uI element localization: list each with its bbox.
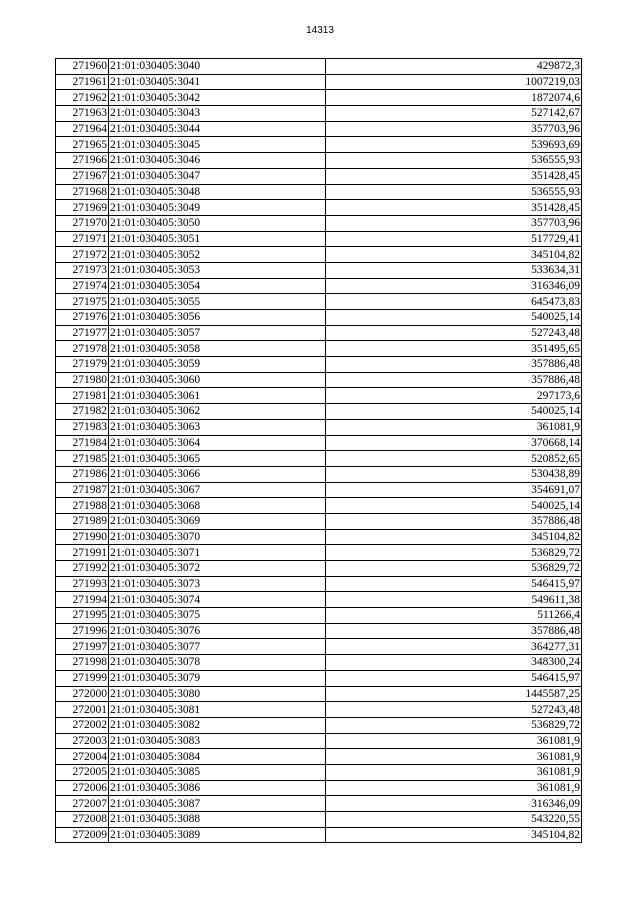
row-number-cell: 272002: [56, 717, 109, 733]
table-row: [56, 184, 582, 200]
cadastral-value-cell: 530438,89: [326, 466, 582, 482]
row-number-cell: 271971: [56, 231, 109, 247]
cadastral-number-cell: 21:01:030405:3061: [109, 388, 326, 404]
cadastral-value-cell: 527243,48: [326, 325, 582, 341]
cadastral-number-cell: 21:01:030405:3052: [109, 247, 326, 263]
cadastral-number-cell: 21:01:030405:3060: [109, 372, 326, 388]
row-number-cell: 271998: [56, 655, 109, 671]
table-row: [56, 278, 582, 294]
table-row: [56, 325, 582, 341]
row-number-cell: 271969: [56, 200, 109, 216]
row-number-cell: 272001: [56, 702, 109, 718]
table-row: [56, 357, 582, 373]
cadastral-value-cell: 517729,41: [326, 231, 582, 247]
table-row: [56, 545, 582, 561]
cadastral-value-cell: 357886,48: [326, 372, 582, 388]
cadastral-value-cell: 536829,72: [326, 545, 582, 561]
cadastral-number-cell: 21:01:030405:3088: [109, 812, 326, 828]
cadastral-value-cell: 361081,9: [326, 749, 582, 765]
row-number-cell: 271964: [56, 121, 109, 137]
table-row: [56, 247, 582, 263]
table-row: [56, 764, 582, 780]
table-row: [56, 592, 582, 608]
row-number-cell: 271975: [56, 294, 109, 310]
table-row: [56, 702, 582, 718]
cadastral-value-cell: 345104,82: [326, 247, 582, 263]
cadastral-value-cell: 1007219,03: [326, 74, 582, 90]
table-row: [56, 639, 582, 655]
table-body: [56, 59, 582, 843]
row-number-cell: 271967: [56, 168, 109, 184]
cadastral-number-cell: 21:01:030405:3074: [109, 592, 326, 608]
table-row: [56, 231, 582, 247]
cadastral-number-cell: 21:01:030405:3054: [109, 278, 326, 294]
table-row: [56, 262, 582, 278]
cadastral-number-cell: 21:01:030405:3043: [109, 106, 326, 122]
cadastral-number-cell: 21:01:030405:3070: [109, 529, 326, 545]
cadastral-value-cell: 357886,48: [326, 623, 582, 639]
table-row: [56, 686, 582, 702]
cadastral-value-cell: 351428,45: [326, 200, 582, 216]
cadastral-number-cell: 21:01:030405:3047: [109, 168, 326, 184]
cadastral-number-cell: 21:01:030405:3044: [109, 121, 326, 137]
cadastral-number-cell: 21:01:030405:3062: [109, 404, 326, 420]
row-number-cell: 271988: [56, 498, 109, 514]
cadastral-value-cell: 1445587,25: [326, 686, 582, 702]
row-number-cell: 271993: [56, 576, 109, 592]
table-row: [56, 153, 582, 169]
cadastral-value-cell: 364277,31: [326, 639, 582, 655]
row-number-cell: 271962: [56, 90, 109, 106]
cadastral-value-cell: 361081,9: [326, 780, 582, 796]
cadastral-number-cell: 21:01:030405:3083: [109, 733, 326, 749]
row-number-cell: 271960: [56, 59, 109, 75]
cadastral-number-cell: 21:01:030405:3066: [109, 466, 326, 482]
table-row: [56, 812, 582, 828]
row-number-cell: 271994: [56, 592, 109, 608]
cadastral-value-cell: 511266,4: [326, 608, 582, 624]
cadastral-value-cell: 540025,14: [326, 404, 582, 420]
cadastral-number-cell: 21:01:030405:3082: [109, 717, 326, 733]
row-number-cell: 271972: [56, 247, 109, 263]
cadastral-value-cell: 351428,45: [326, 168, 582, 184]
table-row: [56, 121, 582, 137]
row-number-cell: 271995: [56, 608, 109, 624]
cadastral-value-cell: 546415,97: [326, 670, 582, 686]
row-number-cell: 271979: [56, 357, 109, 373]
table-row: [56, 388, 582, 404]
cadastral-value-cell: 297173,6: [326, 388, 582, 404]
row-number-cell: 272006: [56, 780, 109, 796]
cadastral-number-cell: 21:01:030405:3045: [109, 137, 326, 153]
table-row: [56, 796, 582, 812]
table-row: [56, 294, 582, 310]
cadastral-number-cell: 21:01:030405:3081: [109, 702, 326, 718]
cadastral-number-cell: 21:01:030405:3086: [109, 780, 326, 796]
row-number-cell: 271977: [56, 325, 109, 341]
cadastral-value-cell: 361081,9: [326, 419, 582, 435]
cadastral-value-cell: 536555,93: [326, 153, 582, 169]
cadastral-number-cell: 21:01:030405:3055: [109, 294, 326, 310]
cadastral-value-cell: 345104,82: [326, 529, 582, 545]
cadastral-value-cell: 370668,14: [326, 435, 582, 451]
table-row: [56, 168, 582, 184]
table-row: [56, 827, 582, 843]
row-number-cell: 271983: [56, 419, 109, 435]
table-row: [56, 90, 582, 106]
cadastral-value-cell: 539693,69: [326, 137, 582, 153]
cadastral-value-cell: 520852,65: [326, 451, 582, 467]
cadastral-number-cell: 21:01:030405:3040: [109, 59, 326, 75]
row-number-cell: 272008: [56, 812, 109, 828]
cadastral-value-cell: 645473,83: [326, 294, 582, 310]
row-number-cell: 272009: [56, 827, 109, 843]
row-number-cell: 271966: [56, 153, 109, 169]
cadastral-value-cell: 357703,96: [326, 121, 582, 137]
row-number-cell: 271980: [56, 372, 109, 388]
table-row: [56, 106, 582, 122]
cadastral-number-cell: 21:01:030405:3068: [109, 498, 326, 514]
row-number-cell: 272000: [56, 686, 109, 702]
cadastral-number-cell: 21:01:030405:3073: [109, 576, 326, 592]
row-number-cell: 272004: [56, 749, 109, 765]
cadastral-value-cell: 354691,07: [326, 482, 582, 498]
cadastral-number-cell: 21:01:030405:3058: [109, 341, 326, 357]
table-row: [56, 341, 582, 357]
cadastral-number-cell: 21:01:030405:3053: [109, 262, 326, 278]
cadastral-value-cell: 345104,82: [326, 827, 582, 843]
table-row: [56, 215, 582, 231]
table-row: [56, 372, 582, 388]
table-row: [56, 780, 582, 796]
table-row: [56, 310, 582, 326]
cadastral-value-cell: 527243,48: [326, 702, 582, 718]
row-number-cell: 271976: [56, 310, 109, 326]
cadastral-number-cell: 21:01:030405:3049: [109, 200, 326, 216]
table-row: [56, 435, 582, 451]
cadastral-value-cell: 540025,14: [326, 310, 582, 326]
table-row: [56, 498, 582, 514]
row-number-cell: 271982: [56, 404, 109, 420]
cadastral-value-table: [55, 58, 582, 843]
table-row: [56, 733, 582, 749]
table-row: [56, 561, 582, 577]
row-number-cell: 271973: [56, 262, 109, 278]
cadastral-value-cell: 348300,24: [326, 655, 582, 671]
table-row: [56, 419, 582, 435]
cadastral-value-cell: 546415,97: [326, 576, 582, 592]
table-row: [56, 655, 582, 671]
cadastral-value-cell: 1872074,6: [326, 90, 582, 106]
cadastral-number-cell: 21:01:030405:3085: [109, 764, 326, 780]
cadastral-value-cell: 316346,09: [326, 796, 582, 812]
row-number-cell: 271963: [56, 106, 109, 122]
cadastral-number-cell: 21:01:030405:3067: [109, 482, 326, 498]
cadastral-number-cell: 21:01:030405:3063: [109, 419, 326, 435]
cadastral-number-cell: 21:01:030405:3048: [109, 184, 326, 200]
cadastral-number-cell: 21:01:030405:3064: [109, 435, 326, 451]
cadastral-number-cell: 21:01:030405:3079: [109, 670, 326, 686]
cadastral-number-cell: 21:01:030405:3080: [109, 686, 326, 702]
cadastral-number-cell: 21:01:030405:3069: [109, 513, 326, 529]
cadastral-value-cell: 543220,55: [326, 812, 582, 828]
cadastral-number-cell: 21:01:030405:3042: [109, 90, 326, 106]
row-number-cell: 272005: [56, 764, 109, 780]
table-row: [56, 59, 582, 75]
cadastral-number-cell: 21:01:030405:3059: [109, 357, 326, 373]
row-number-cell: 271968: [56, 184, 109, 200]
page-number: 14313: [306, 25, 334, 36]
row-number-cell: 271965: [56, 137, 109, 153]
table-row: [56, 608, 582, 624]
table-row: [56, 576, 582, 592]
table-row: [56, 466, 582, 482]
cadastral-number-cell: 21:01:030405:3041: [109, 74, 326, 90]
table-row: [56, 717, 582, 733]
cadastral-value-cell: 536829,72: [326, 561, 582, 577]
cadastral-number-cell: 21:01:030405:3065: [109, 451, 326, 467]
row-number-cell: 271974: [56, 278, 109, 294]
row-number-cell: 271981: [56, 388, 109, 404]
cadastral-number-cell: 21:01:030405:3078: [109, 655, 326, 671]
cadastral-number-cell: 21:01:030405:3046: [109, 153, 326, 169]
cadastral-value-cell: 357886,48: [326, 357, 582, 373]
cadastral-number-cell: 21:01:030405:3084: [109, 749, 326, 765]
cadastral-value-cell: 361081,9: [326, 733, 582, 749]
cadastral-number-cell: 21:01:030405:3050: [109, 215, 326, 231]
row-number-cell: 271985: [56, 451, 109, 467]
row-number-cell: 271986: [56, 466, 109, 482]
row-number-cell: 271989: [56, 513, 109, 529]
row-number-cell: 271987: [56, 482, 109, 498]
cadastral-value-cell: 429872,3: [326, 59, 582, 75]
row-number-cell: 271997: [56, 639, 109, 655]
cadastral-number-cell: 21:01:030405:3071: [109, 545, 326, 561]
cadastral-number-cell: 21:01:030405:3087: [109, 796, 326, 812]
row-number-cell: 272003: [56, 733, 109, 749]
table-row: [56, 749, 582, 765]
cadastral-value-cell: 527142,67: [326, 106, 582, 122]
cadastral-number-cell: 21:01:030405:3057: [109, 325, 326, 341]
table-row: [56, 451, 582, 467]
row-number-cell: 271991: [56, 545, 109, 561]
cadastral-value-cell: 357703,96: [326, 215, 582, 231]
cadastral-value-cell: 549611,38: [326, 592, 582, 608]
table-row: [56, 200, 582, 216]
row-number-cell: 271996: [56, 623, 109, 639]
row-number-cell: 271961: [56, 74, 109, 90]
row-number-cell: 271984: [56, 435, 109, 451]
cadastral-value-cell: 361081,9: [326, 764, 582, 780]
cadastral-number-cell: 21:01:030405:3076: [109, 623, 326, 639]
row-number-cell: 271999: [56, 670, 109, 686]
cadastral-value-cell: 540025,14: [326, 498, 582, 514]
table-row: [56, 404, 582, 420]
table-row: [56, 137, 582, 153]
cadastral-number-cell: 21:01:030405:3089: [109, 827, 326, 843]
cadastral-value-cell: 357886,48: [326, 513, 582, 529]
row-number-cell: 271990: [56, 529, 109, 545]
cadastral-number-cell: 21:01:030405:3051: [109, 231, 326, 247]
row-number-cell: 271992: [56, 561, 109, 577]
table-row: [56, 623, 582, 639]
table-row: [56, 482, 582, 498]
cadastral-value-cell: 533634,31: [326, 262, 582, 278]
table-row: [56, 74, 582, 90]
cadastral-value-cell: 316346,09: [326, 278, 582, 294]
cadastral-number-cell: 21:01:030405:3075: [109, 608, 326, 624]
cadastral-value-cell: 351495,65: [326, 341, 582, 357]
cadastral-number-cell: 21:01:030405:3056: [109, 310, 326, 326]
table-row: [56, 529, 582, 545]
row-number-cell: 271970: [56, 215, 109, 231]
row-number-cell: 271978: [56, 341, 109, 357]
cadastral-number-cell: 21:01:030405:3072: [109, 561, 326, 577]
table-row: [56, 513, 582, 529]
row-number-cell: 272007: [56, 796, 109, 812]
table-row: [56, 670, 582, 686]
cadastral-number-cell: 21:01:030405:3077: [109, 639, 326, 655]
cadastral-value-cell: 536555,93: [326, 184, 582, 200]
cadastral-value-cell: 536829,72: [326, 717, 582, 733]
